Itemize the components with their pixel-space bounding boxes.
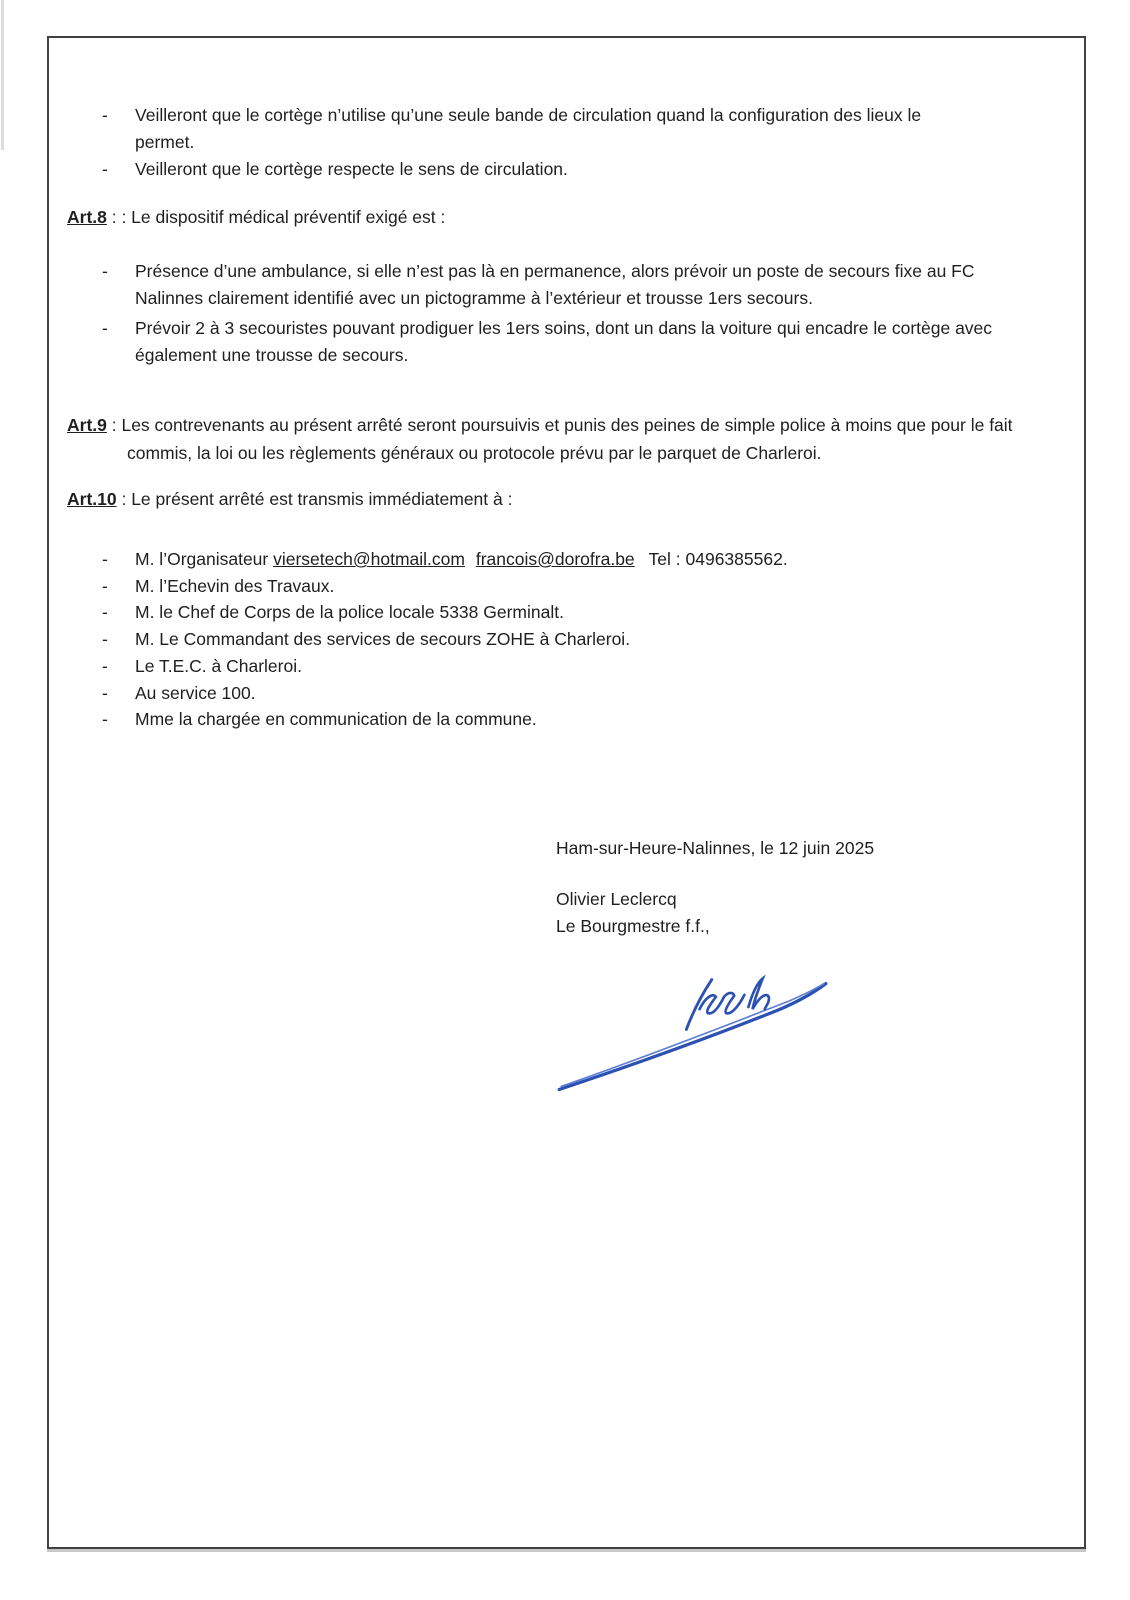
article-10-text: : Le présent arrêté est transmis immédiatement à : — [116, 489, 513, 509]
article-8-text: : : Le dispositif médical préventif exigé est : — [106, 207, 446, 227]
dash-bullet: - — [102, 682, 108, 703]
article-9-label: Art.9 — [67, 415, 107, 435]
recipients-list — [102, 546, 1002, 733]
signatory-name: Olivier Leclercq — [556, 889, 677, 909]
article-8-label: Art.8 — [67, 207, 107, 227]
bullet-text: Présence d’une ambulance, si elle n’est pas là en permanence, alors prévoir un poste de secours fixe au FC Nalinnes clairement identifié avec un pictogramme à l’extérieur et trousse 1ers secours. — [135, 261, 975, 308]
list-item — [102, 315, 1022, 368]
article-10-heading — [67, 486, 967, 513]
dash-bullet: - — [102, 575, 108, 596]
intro-bullet-list — [102, 102, 974, 183]
dash-bullet: - — [102, 549, 108, 569]
list-item — [102, 573, 1002, 600]
recipient-text: Mme la chargée en communication de la commune. — [135, 709, 537, 730]
recipient-text: M. le Chef de Corps de la police locale 5338 Germinalt. — [135, 602, 564, 623]
article-9-paragraph — [67, 412, 1019, 467]
list-item — [102, 156, 974, 183]
document-border-frame — [47, 36, 1086, 1549]
list-item-organizer — [102, 546, 1002, 573]
recipient-text: Au service 100. — [135, 682, 256, 703]
recipient-text: M. Le Commandant des services de secours ZOHE à Charleroi. — [135, 629, 631, 650]
article-10-label: Art.10 — [67, 489, 117, 509]
dash-bullet: - — [102, 602, 108, 623]
signatory-title: Le Bourgmestre f.f., — [556, 916, 710, 936]
organizer-phone: Tel : 0496385562. — [648, 549, 788, 569]
organizer-email-2: francois@dorofra.be — [475, 549, 635, 569]
list-item — [102, 706, 1002, 733]
signature-stroke-echo — [561, 984, 824, 1087]
dash-bullet: - — [102, 629, 108, 650]
list-item — [102, 599, 1002, 626]
place-and-date: Ham-sur-Heure-Nalinnes, le 12 juin 2025 — [556, 838, 875, 858]
dash-bullet: - — [102, 318, 108, 338]
list-item — [102, 102, 974, 156]
bullet-text: Prévoir 2 à 3 secouristes pouvant prodiguer les 1ers soins, dont un dans la voiture qui encadre le cortège avec également une trousse de secours. — [135, 318, 993, 365]
signatory-block — [556, 886, 976, 940]
list-item — [102, 653, 1002, 680]
list-item — [102, 626, 1002, 653]
recipient-text: M. l’Echevin des Travaux. — [135, 575, 335, 596]
list-item — [102, 680, 1002, 707]
signature-stroke-letter-l — [686, 980, 711, 1030]
list-item — [102, 258, 1022, 311]
organizer-prefix: M. l’Organisateur — [135, 549, 274, 569]
signature-ink — [549, 965, 839, 1100]
recipient-text: Le T.E.C. à Charleroi. — [135, 655, 302, 676]
bullet-text: Veilleront que le cortège respecte le sens de circulation. — [135, 159, 568, 179]
article-8-heading — [67, 204, 967, 231]
dash-bullet: - — [102, 105, 108, 125]
dash-bullet: - — [102, 261, 108, 281]
signature-stroke-letter-h — [748, 979, 769, 1010]
handwritten-signature — [549, 965, 839, 1100]
organizer-email-1: viersetech@hotmail.com — [273, 549, 465, 569]
dash-bullet: - — [102, 709, 108, 730]
scanner-edge-artifact — [1, 0, 4, 150]
signature-stroke-loops — [700, 993, 745, 1013]
bullet-text: Veilleront que le cortège n’utilise qu’une seule bande de circulation quand la configuration des lieux le permet. — [135, 105, 922, 152]
dash-bullet: - — [102, 159, 108, 179]
article-8-bullet-list — [102, 258, 1022, 372]
dash-bullet: - — [102, 655, 108, 676]
article-9-text: : Les contrevenants au présent arrêté seront poursuivis et punis des peines de simple police à moins que pour le fait commis, la loi ou les règlements généraux ou protocole prévu par le parquet de Charleroi. — [106, 415, 1013, 463]
